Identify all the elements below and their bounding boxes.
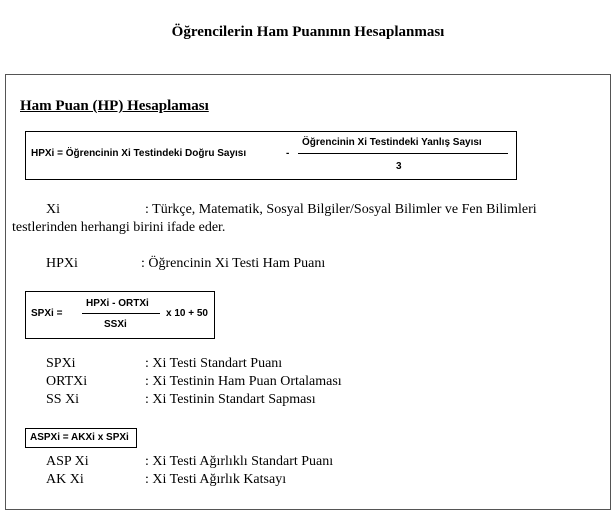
sp-formula-denominator: SSXi xyxy=(104,319,127,330)
sp-formula-box xyxy=(25,291,215,339)
sp-formula-numerator: HPXi - ORTXi xyxy=(86,298,149,309)
sp-fraction-bar xyxy=(82,313,160,314)
spxi-definition: : Xi Testi Standart Puanı xyxy=(145,356,283,371)
page-title: Öğrencilerin Ham Puanının Hesaplanması xyxy=(171,24,445,40)
spxi-term: SPXi xyxy=(46,356,76,371)
hp-formula-denominator: 3 xyxy=(396,161,402,172)
hpxi-term: HPXi xyxy=(46,256,78,271)
asp-formula: ASPXi = AKXi x SPXi xyxy=(30,432,129,443)
hp-formula-numerator: Öğrencinin Xi Testindeki Yanlış Sayısı xyxy=(302,137,482,148)
xi-definition-line1: : Türkçe, Matematik, Sosyal Bilgiler/Sosyal Bilimler ve Fen Bilimleri xyxy=(145,202,537,217)
sp-formula-lhs: SPXi = xyxy=(31,308,63,319)
aspxi-term: ASP Xi xyxy=(46,454,89,469)
akxi-definition: : Xi Testi Ağırlık Katsayı xyxy=(145,472,287,487)
hpxi-definition: : Öğrencinin Xi Testi Ham Puanı xyxy=(141,256,326,271)
hp-fraction-bar xyxy=(298,153,508,154)
hp-formula-lhs: HPXi = Öğrencinin Xi Testindeki Doğru Sayısı xyxy=(31,148,247,159)
sp-formula-tail: x 10 + 50 xyxy=(166,308,208,319)
ortxi-definition: : Xi Testinin Ham Puan Ortalaması xyxy=(145,374,342,389)
aspxi-definition: : Xi Testi Ağırlıklı Standart Puanı xyxy=(145,454,334,469)
section-heading: Ham Puan (HP) Hesaplaması xyxy=(20,98,209,114)
hp-formula-minus: - xyxy=(286,148,290,159)
ortxi-term: ORTXi xyxy=(46,374,88,389)
ssxi-term: SS Xi xyxy=(46,392,80,407)
xi-definition-line2: testlerinden herhangi birini ifade eder. xyxy=(12,220,226,235)
akxi-term: AK Xi xyxy=(46,472,84,487)
asp-formula-box xyxy=(25,428,137,448)
xi-term: Xi xyxy=(46,202,60,217)
hp-formula-box xyxy=(25,131,517,180)
ssxi-definition: : Xi Testinin Standart Sapması xyxy=(145,392,316,407)
